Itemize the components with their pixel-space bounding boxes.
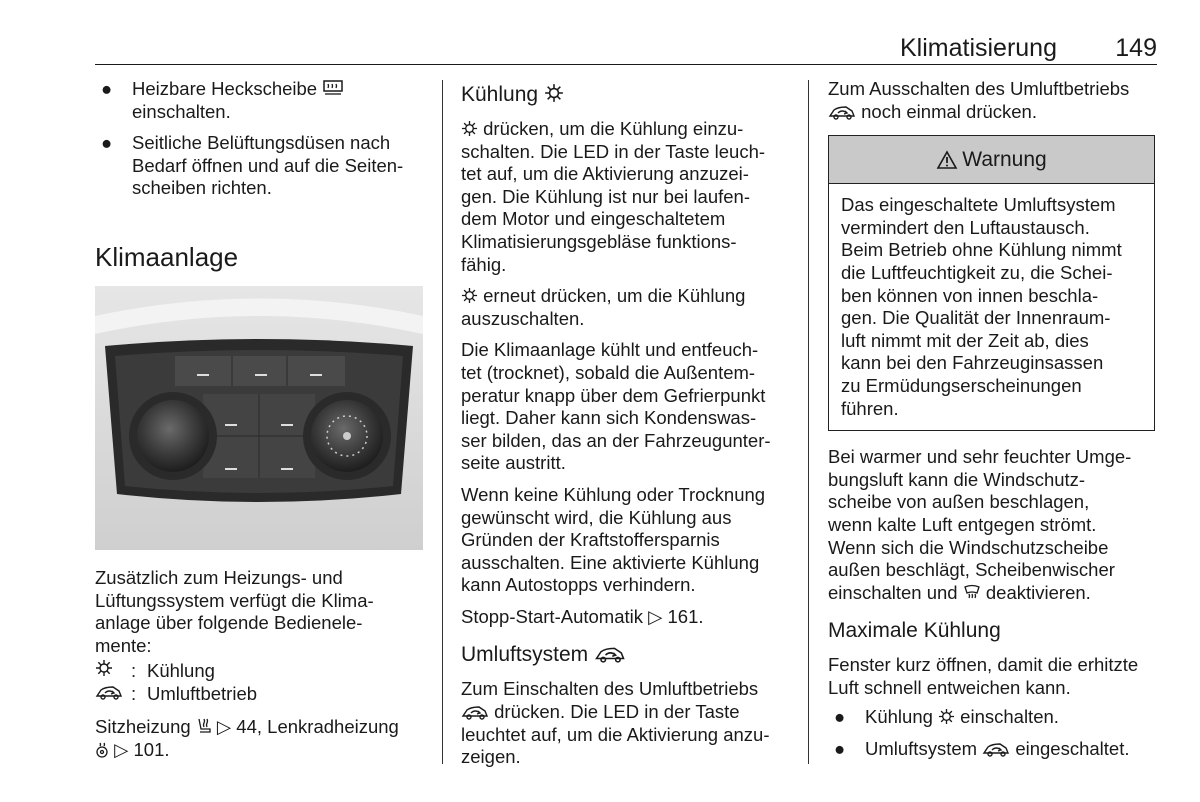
- seat-heating-icon: [196, 717, 212, 735]
- list-item: ● Heizbare Heckscheibe einschalten.: [95, 78, 430, 123]
- column-divider: [442, 80, 443, 764]
- recirculation-icon: [461, 704, 489, 720]
- paragraph: drücken, um die Kühlung einzu- schalten. Die LED in der Taste leuch- tet auf, um die Aktivierung anzuzei- gen. Die Kühlung ist nur bei laufen- dem Motor und eingeschaltetem Klimatisierungsgebläse funktions- fähig.: [461, 118, 766, 275]
- paragraph: Zum Einschalten des Umluftbetriebs drücken. Die LED in der Taste leuchtet auf, um die Aktivierung anzu- zeigen.: [461, 678, 770, 768]
- paragraph: Wenn keine Kühlung oder Trocknung gewünscht wird, die Kühlung aus Gründen der Kraftstoffersparnis ausschalten. Eine aktivierte Kühlung kann Autostopps verhindern.: [461, 483, 766, 596]
- paragraph: Fenster kurz öffnen, damit die erhitzte Luft schnell entweichen kann.: [828, 654, 1139, 698]
- snowflake-icon: [544, 83, 564, 103]
- rear-window-heating-icon: [322, 79, 344, 97]
- column-right: [828, 78, 1158, 761]
- column-middle: [461, 78, 796, 769]
- paragraph: Zum Ausschalten des Umluftbetriebs noch einmal drücken.: [828, 78, 1130, 122]
- climate-control-panel-image: [95, 286, 423, 550]
- recirculation-icon: [95, 684, 123, 700]
- recirculation-icon: [828, 104, 856, 120]
- paragraph: erneut drücken, um die Kühlung auszuschalten.: [461, 285, 746, 329]
- snowflake-icon: [95, 659, 113, 677]
- subsection-heading-recirculation: Umluftsystem: [461, 642, 796, 668]
- warning-box: [828, 135, 1155, 431]
- subsection-heading-cooling: Kühlung: [461, 82, 796, 108]
- paragraph: Stopp-Start-Automatik ▷ 161.: [461, 605, 704, 627]
- column-left: [95, 78, 430, 762]
- list-item: ● Kühlung einschalten.: [834, 706, 1059, 728]
- page-header: [95, 30, 1157, 65]
- reference-paragraph: Sitzheizung ▷ 44, Lenkradheizung ▷ 101.: [95, 716, 399, 760]
- warning-header: [829, 136, 1154, 184]
- windscreen-defrost-icon: [963, 583, 981, 601]
- control-legend: [95, 659, 430, 705]
- warning-title: Warnung: [962, 147, 1047, 171]
- reference-arrow-icon: ▷: [211, 716, 232, 738]
- steering-wheel-heating-icon: [95, 742, 109, 758]
- warning-triangle-icon: [936, 150, 958, 170]
- recirculation-icon: [594, 645, 626, 663]
- subsection-heading-max-cooling: Maximale Kühlung: [828, 619, 1001, 643]
- legend-row: : Kühlung: [95, 659, 430, 682]
- recirculation-icon: [982, 741, 1010, 757]
- reference-arrow-icon: ▷: [109, 738, 129, 760]
- section-title: Klimatisierung: [899, 34, 1057, 62]
- paragraph: Bei warmer und sehr feuchter Umge- bungsluft kann die Windschutz- scheibe von außen beschlagen, wenn kalte Luft entgegen strömt. Wenn sich die Windschutzscheibe außen beschlägt, Scheibenwischer einschalten und deaktivieren.: [828, 446, 1132, 603]
- column-divider: [808, 80, 809, 764]
- snowflake-icon: [938, 708, 955, 725]
- warning-text: Das eingeschaltete Umluftsystem vermindert den Luftaustausch. Beim Betrieb ohne Kühlung nimmt die Luftfeuchtigkeit zu, die Schei- ben können von innen beschla- gen. Die Qualität der Innenraum- luft nimmt mit der Zeit ab, dies kann bei den Fahrzeuginsassen zu Ermüdungserscheinungen führen.: [841, 194, 1122, 419]
- list-item: ● Umluftsystem eingeschaltet.: [834, 738, 1130, 760]
- intro-paragraph: Zusätzlich zum Heizungs- und Lüftungssystem verfügt die Klima- anlage über folgende Bedienele- mente:: [95, 566, 374, 656]
- snowflake-icon: [461, 120, 478, 137]
- legend-row: : Umluftbetrieb: [95, 682, 430, 705]
- reference-arrow-icon: ▷: [648, 605, 663, 627]
- page-number: 149: [1115, 34, 1157, 62]
- paragraph: Die Klimaanlage kühlt und entfeuch- tet (trocknet), sobald die Außentem- peratur knapp über dem Gefrierpunkt liegt. Daher kann sich Kondenswas- ser bilden, das an der Fahrzeugunter- seite austritt.: [461, 339, 771, 474]
- list-item: ● Seitliche Belüftungsdüsen nach Bedarf öffnen und auf die Seiten- scheiben richten.: [101, 132, 404, 199]
- snowflake-icon: [461, 287, 478, 304]
- section-heading: Klimaanlage: [95, 241, 239, 272]
